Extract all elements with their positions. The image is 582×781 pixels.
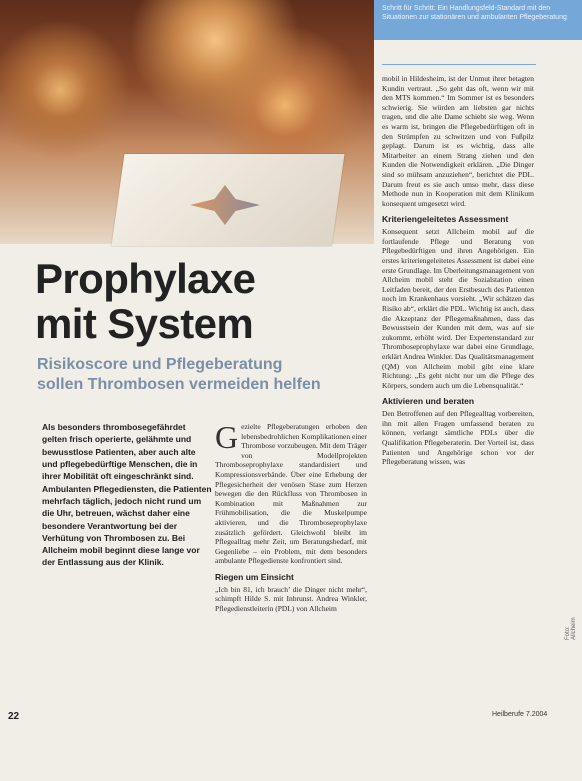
body-column-right xyxy=(382,74,534,467)
page-number: 22 xyxy=(8,711,20,722)
drop-cap: G xyxy=(215,419,239,455)
photo-credit: Foto: Allcheim xyxy=(565,617,577,640)
section-title-beraten: Aktivieren und beraten xyxy=(382,396,475,407)
article-headline xyxy=(35,256,335,347)
section-text-riegen: „Ich bin 81, ich brauch’ die Dinger nicht mehr“, schimpft Hilde S. mit Inbrunst. Andrea Winkler, Pflegedienstleiterin (PDL) von Allcheim xyxy=(215,584,367,613)
headline-line-2: mit System xyxy=(35,300,254,348)
group-photo xyxy=(0,0,374,244)
right-column-text-1: mobil in Hildesheim, ist der Unmut ihrer betagten Kundin vertraut. „So geht das oft, wenn wir mit den MTS kommen.“ Im Sommer ist es besonders schwierig. Sie würden am liebsten gar nichts tragen, und die alte Dame schiebt sie weg. Wenn es warm ist, bringen die Pflegebedürftigen oft in den Strümpfen zu schwitzen und von Fußpilz geplagt. Darum ist es wichtig, dass alle Mitarbeiter an einem Strang ziehen und den Kunden die Notwendigkeit erklären. „Die Dinger sind so mühsam anzuziehen“, berichtet die PDL. Darum freut es sie auch umso mehr, dass diese Methode nun in Kooperation mit dem Klinikum konsequent umgesetzt wird. xyxy=(382,74,534,208)
article-subhead: Risikoscore und Pflegeberatung sollen Thrombosen vermeiden helfen xyxy=(37,356,321,393)
body-column-middle xyxy=(215,419,367,614)
photo-caption: Schritt für Schritt: Ein Handlungsfeld-Standard mit den Situationen zur stationären und ambulanten Pflegeberatung xyxy=(374,0,582,40)
section-text-assessment: Konsequent setzt Allcheim mobil auf die fortlaufende Pflege und Beratung von Pflegebedürftigen und ihren Angehörigen. Ein erstes kriteriengeleitetes Assessment ist dabei eine erste Grundlage. Im Überleitungsmanagement von Allcheim mobil steht die Sozialstation einen Leitfaden bereit, der den Erstbesuch des Patienten noch im Krankenhaus vorsieht. „Wir schätzen das Risiko ab“, erklärt die PDL. Wichtig ist auch, dass die Akzeptanz der Pflegemaßnahmen, dass das Bewusstsein der Kunden mit dem, was auf sie zukommt, erhöht wird. Der Expertenstandard zur Thromboseprophylaxe war dabei eine Grundlage, erklärt Andrea Winkler. Das Qualitätsmanagement (QM) von Allcheim mobil gibt eine klare Richtung: „Es geht nicht nur um die Pflege des Körpers, sondern auch um die Lebensqualität.“ xyxy=(382,227,534,390)
middle-column-text: ezielte Pflegeberatungen erhoben den lebensbedrohlichen Komplikationen einer Thrombose vorzubeugen. Mit dem Träger von Modellprojekten Thromboseprophylaxe standardisiert und Kompressionsverbände. Über eine Erhebung der Pflegesicherheit der venösen Stase zum Herzen bewegen die den Rückfluss von Thrombosen in Kombination mit Maßnahmen zur Frühmobilisation, die die Muskelpumpe aktivieren, und die Thromboseprophylaxe zusätzlich gefördert. Gleichwohl bleibt im Pflegealltag mehr Zeit, um Beratungsbedarf, mit Gegenliebe – ein Problem, mit dem besonders ambulante Pflegedienste konfrontiert sind. xyxy=(215,422,367,566)
section-title-assessment: Kriteriengeleitetes Assessment xyxy=(382,214,509,225)
headline-line-1: Prophylaxe xyxy=(35,255,256,302)
article-intro: Als besonders thrombosegefährdet gelten frisch operierte, gelähmte und bewusstlose Patienten, aber auch alte und pflegebedürftige Menschen, die in ihrer Mobilität oft eingeschränkt sind. Ambulanten Pflegediensten, die Patienten mehrfach täglich, jedoch nicht rund um die Uhr, betreuen, wächst daher eine besondere Verantwortung bei der Verhütung von Thrombosen zu. Bei Allcheim mobil beginnt diese lange vor der Entlassung aus der Klinik. xyxy=(42,422,212,568)
section-title-riegen: Riegen um Einsicht xyxy=(215,571,294,582)
caption-divider xyxy=(382,64,536,65)
magazine-footer: Heilberufe 7.2004 xyxy=(492,711,548,718)
section-text-beraten: Den Betroffenen auf den Pflegealltag vorbereiten, ihn mit allen Fragen umfassend beraten zu können, verlangt sämtliche PDLs über die Qualifikation Pflegeberaterin. Der Vorteil ist, dass Patienten und Angehörige schon vor der Pflegeberatung wissen, was xyxy=(382,409,534,467)
